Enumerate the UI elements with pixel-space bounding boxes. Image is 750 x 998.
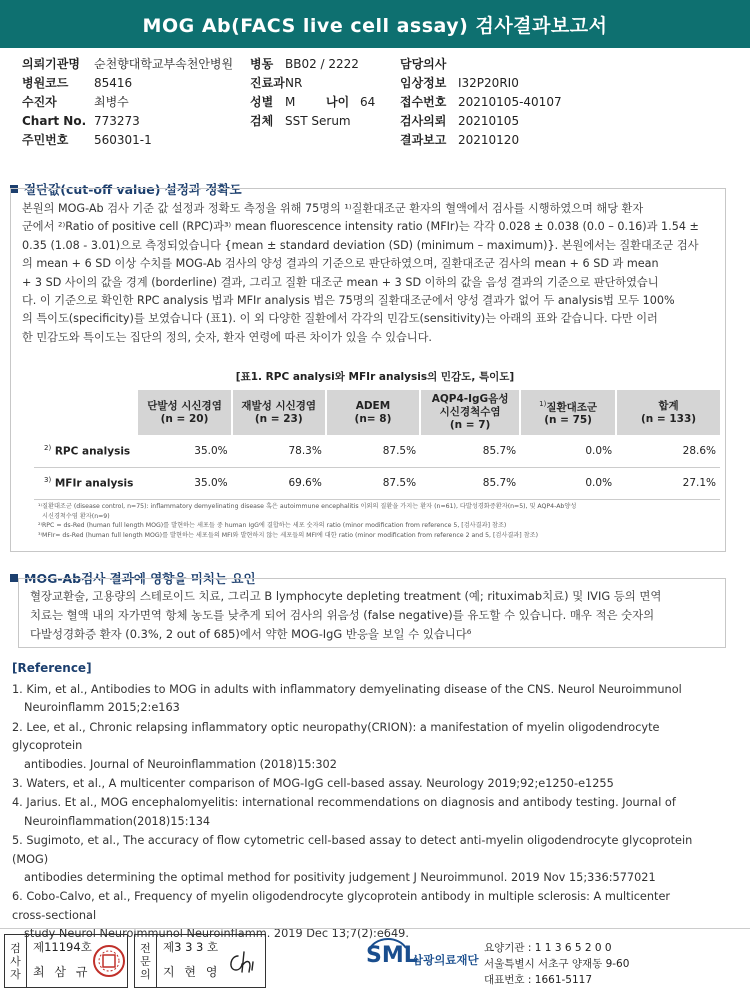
- specimen-value: SST Serum: [285, 114, 351, 128]
- row-header: $^{2)}$ RPC analysis: [34, 435, 137, 467]
- col-header: 합계 (n = 133): [616, 390, 720, 435]
- receipt-value: 20210105-40107: [458, 95, 562, 109]
- examiner-role: 검 사 자: [5, 935, 27, 987]
- table-header-row: [34, 390, 720, 435]
- paragraph-line: 의 특이도(specificity)를 보였습니다 (표1). 이 외 다양한 질환에서 각각의 민감도(sensitivity)는 아래의 표와 같습니다. 다만 이러: [22, 312, 658, 326]
- table-cell: 0.0%: [520, 435, 616, 467]
- report-date-value: 20210120: [458, 133, 520, 147]
- section-cutoff-heading-text: 절단값(cut-off value) 설정과 정확도: [24, 182, 242, 197]
- section-factors-heading-text: MOG-Ab검사 결과에 영향을 미치는 요인: [24, 571, 256, 586]
- footer-contact: [484, 940, 629, 988]
- sensitivity-table: [34, 390, 720, 500]
- request-value: 20210105: [458, 114, 520, 128]
- footnote: ¹⁾질환대조군 (disease control, n=75): inflammatory demyelinating disease 혹은 autoimmune encephalitis 이외의 질환을 가지는 환자 (n=61), 다발성경화증환자(n=5), 및 AQP4-Ab양성: [38, 503, 577, 510]
- table-cell: 35.0%: [137, 435, 231, 467]
- col-header: $^{1)}$질환대조군 (n = 75): [520, 390, 616, 435]
- table-caption: [표1. RPC analysi와 MFIr analysis의 민감도, 특이도]: [235, 371, 515, 383]
- reference-item: 4. Jarius. Et al., MOG encephalomyelitis: international recommendations on diagnosis and antibody testing. Journal of Neuroinflammation(2018)15:134: [12, 796, 676, 828]
- age-value: 64: [360, 95, 376, 109]
- rrn-value: 560301-1: [94, 133, 152, 147]
- report-title: MOG Ab(FACS live cell assay) 검사결과보고서: [0, 0, 750, 48]
- ward-value: BB02 / 2222: [285, 57, 359, 71]
- paragraph-line: 혈장교환술, 고용량의 스테로이드 치료, 그리고 B lymphocyte depleting treatment (예; rituximab치료) 및 IVIG 등의 면역: [30, 589, 662, 603]
- handwritten-signature: [224, 948, 264, 978]
- patient-label: 수진자: [22, 95, 57, 109]
- footnote: 시신경척수염 환자(n=9): [42, 512, 110, 520]
- hospital-code-label: 병원코드: [22, 76, 69, 90]
- table-cell: 35.0%: [137, 467, 231, 499]
- seal-stamp: [92, 944, 126, 978]
- chart-value: 773273: [94, 114, 140, 128]
- table-cell: 78.3%: [232, 435, 326, 467]
- table-cell: 85.7%: [420, 467, 520, 499]
- table-cell: 85.7%: [420, 435, 520, 467]
- chart-label: Chart No.: [22, 114, 87, 128]
- section-bullet-icon: [10, 574, 18, 582]
- specialist-license: 제3 3 3 호: [163, 940, 219, 954]
- paragraph-line: 의 mean + 6 SD 이상 수치를 MOG-Ab 검사의 양성 결과의 기준으로 판단하였으며, 질환대조군 검사의 mean + 6 SD 과 mean: [22, 257, 659, 271]
- agency-number: 요양기관 : 1 1 3 6 5 2 0 0: [484, 942, 612, 954]
- report-date-label: 결과보고: [400, 133, 447, 147]
- specialist-name: 지 현 영: [163, 965, 221, 979]
- sex-value: M: [285, 95, 296, 109]
- col-header: ADEM (n= 8): [326, 390, 420, 435]
- col-header: AQP4-IgG음성 시신경척수염 (n = 7): [420, 390, 520, 435]
- phone-number: 대표번호 : 1661-5117: [484, 974, 593, 986]
- hospital-code-value: 85416: [94, 76, 133, 90]
- examiner-name: 최 삼 규: [33, 965, 91, 979]
- organization-name: 삼광의료재단: [412, 953, 479, 967]
- patient-info: [22, 55, 732, 151]
- paragraph-line: 다. 이 기준으로 확인한 RPC analysis 법과 MFIr analysis 법은 75명의 질환대조군에서 양성 결과가 없어 두 analysis법 모두 100%: [22, 294, 675, 308]
- table-cell: 87.5%: [326, 435, 420, 467]
- specimen-label: 검체: [250, 114, 274, 128]
- receipt-label: 접수번호: [400, 95, 447, 109]
- cutoff-paragraph: [22, 200, 720, 347]
- paragraph-line: 0.35 (1.08 - 3.01)으로 측정되었습니다 {mean ± standard deviation (SD) (minimum – maximum)}. 본원에서는 질환대조군 검사: [22, 238, 699, 252]
- table-footnotes: [38, 502, 718, 540]
- paragraph-line: 본원의 MOG-Ab 검사 기준 값 설정과 정확도 측정을 위해 75명의 ¹⁾질환대조군 환자의 혈액에서 검사를 시행하였으며 해당 환자: [22, 202, 644, 215]
- table-row: [34, 435, 720, 467]
- clinical-label: 임상정보: [400, 76, 447, 90]
- age-label: 나이: [326, 95, 350, 109]
- reference-item: 6. Cobo-Calvo, et al., Frequency of myelin oligodendrocyte glycoprotein antibody in multiple sclerosis: A multicenter cross-sectional study Neurol Neuroimmunol Neuroinflamm. 2019 Dec 13;7(2):e649.: [12, 890, 671, 941]
- footnote: ²⁾RPC = ds-Red (human full length MOG)를 발현하는 세포들 중 human IgG에 결합하는 세포 숫자의 ratio (minor modification from reference 5, [검사결과] 참조): [38, 522, 507, 530]
- reference-item: 3. Waters, et al., A multicenter comparison of MOG-IgG cell-based assay. Neurology 2019;92;e1250-e1255: [12, 777, 614, 791]
- reference-item: 2. Lee, et al., Chronic relapsing inflammatory optic neuropathy(CRION): a manifestation of myelin oligodendrocyte glycoprotein antibodies. Journal of Neuroinflammation (2018)15:302: [12, 720, 660, 771]
- paragraph-line: + 3 SD 사이의 값을 경계 (borderline) 결과, 그리고 질환 대조군 mean + 3 SD 이하의 값을 음성 결과의 기준으로 판단하였습니: [22, 275, 659, 289]
- sex-label: 성별: [250, 95, 274, 109]
- sml-logo: SML: [366, 943, 418, 968]
- specialist-role: 전 문 의: [135, 935, 157, 987]
- reference-item: 1. Kim, et al., Antibodies to MOG in adults with inflammatory demyelinating disease of the CNS. Neurol Neuroimmunol Neuroinflamm 2015;2:e163: [12, 683, 682, 715]
- doctor-label: 담당의사: [400, 57, 447, 71]
- table-cell: 69.6%: [232, 467, 326, 499]
- examiner-license: 제11194호: [33, 940, 92, 954]
- address: 서울특별시 서초구 양재동 9-60: [484, 958, 630, 970]
- dept-label: 진료과: [250, 76, 285, 90]
- table-cell: 28.6%: [616, 435, 720, 467]
- patient-value: 최병수: [94, 95, 129, 109]
- institution-label: 의뢰기관명: [22, 57, 80, 71]
- table-row: [34, 467, 720, 499]
- paragraph-line: 다발성경화증 환자 (0.3%, 2 out of 685)에서 약한 MOG-IgG 반응을 보일 수 있습니다⁶: [30, 627, 472, 641]
- row-header: $^{3)}$ MFIr analysis: [34, 467, 137, 499]
- col-header: 재발성 시신경염 (n = 23): [232, 390, 326, 435]
- factors-paragraph: [30, 587, 720, 644]
- footnote: ³⁾MFIr= ds-Red (human full length MOG)를 발현하는 세포들의 MFI와 발현하지 않는 세포들의 MFI에 대한 ratio (minor modification from reference 2 and 5, [검사결과] 참조): [38, 531, 539, 539]
- clinical-value: I32P20RI0: [458, 76, 519, 90]
- table-corner: [34, 390, 137, 435]
- institution-value: 순천향대학교부속천안병원: [94, 57, 234, 71]
- paragraph-line: 군에서 ²⁾Ratio of positive cell (RPC)과³⁾ mean fluorescence intensity ratio (MFIr)는 각각 0.028 ± 0.038 (0.0 – 0.16)과 1.54 ±: [22, 220, 699, 234]
- paragraph-line: 치료는 혈액 내의 자가면역 항체 농도를 낮추게 되어 검사의 위음성 (false negative)를 유도할 수 있습니다. 매우 적은 숫자의: [30, 608, 655, 622]
- table-cell: 87.5%: [326, 467, 420, 499]
- paragraph-line: 한 민감도와 특이도는 집단의 정의, 숫자, 환자 연령에 따른 차이가 있을 수 있습니다.: [22, 330, 432, 344]
- reference-list: [12, 681, 732, 945]
- rrn-label: 주민번호: [22, 133, 69, 147]
- reference-heading: [Reference]: [12, 661, 92, 675]
- request-label: 검사의뢰: [400, 114, 447, 128]
- ward-label: 병동: [250, 57, 274, 71]
- table-cell: 27.1%: [616, 467, 720, 499]
- table-cell: 0.0%: [520, 467, 616, 499]
- reference-item: 5. Sugimoto, et al., The accuracy of flow cytometric cell-based assay to detect anti-myelin oligodendrocyte glycoprotein (MOG) antibodies determining the optimal method for positivity judgement J Neuroimmunol. 2019 Nov 15;336:577021: [12, 834, 693, 885]
- dept-value: NR: [285, 76, 303, 90]
- col-header: 단발성 시신경염 (n = 20): [137, 390, 231, 435]
